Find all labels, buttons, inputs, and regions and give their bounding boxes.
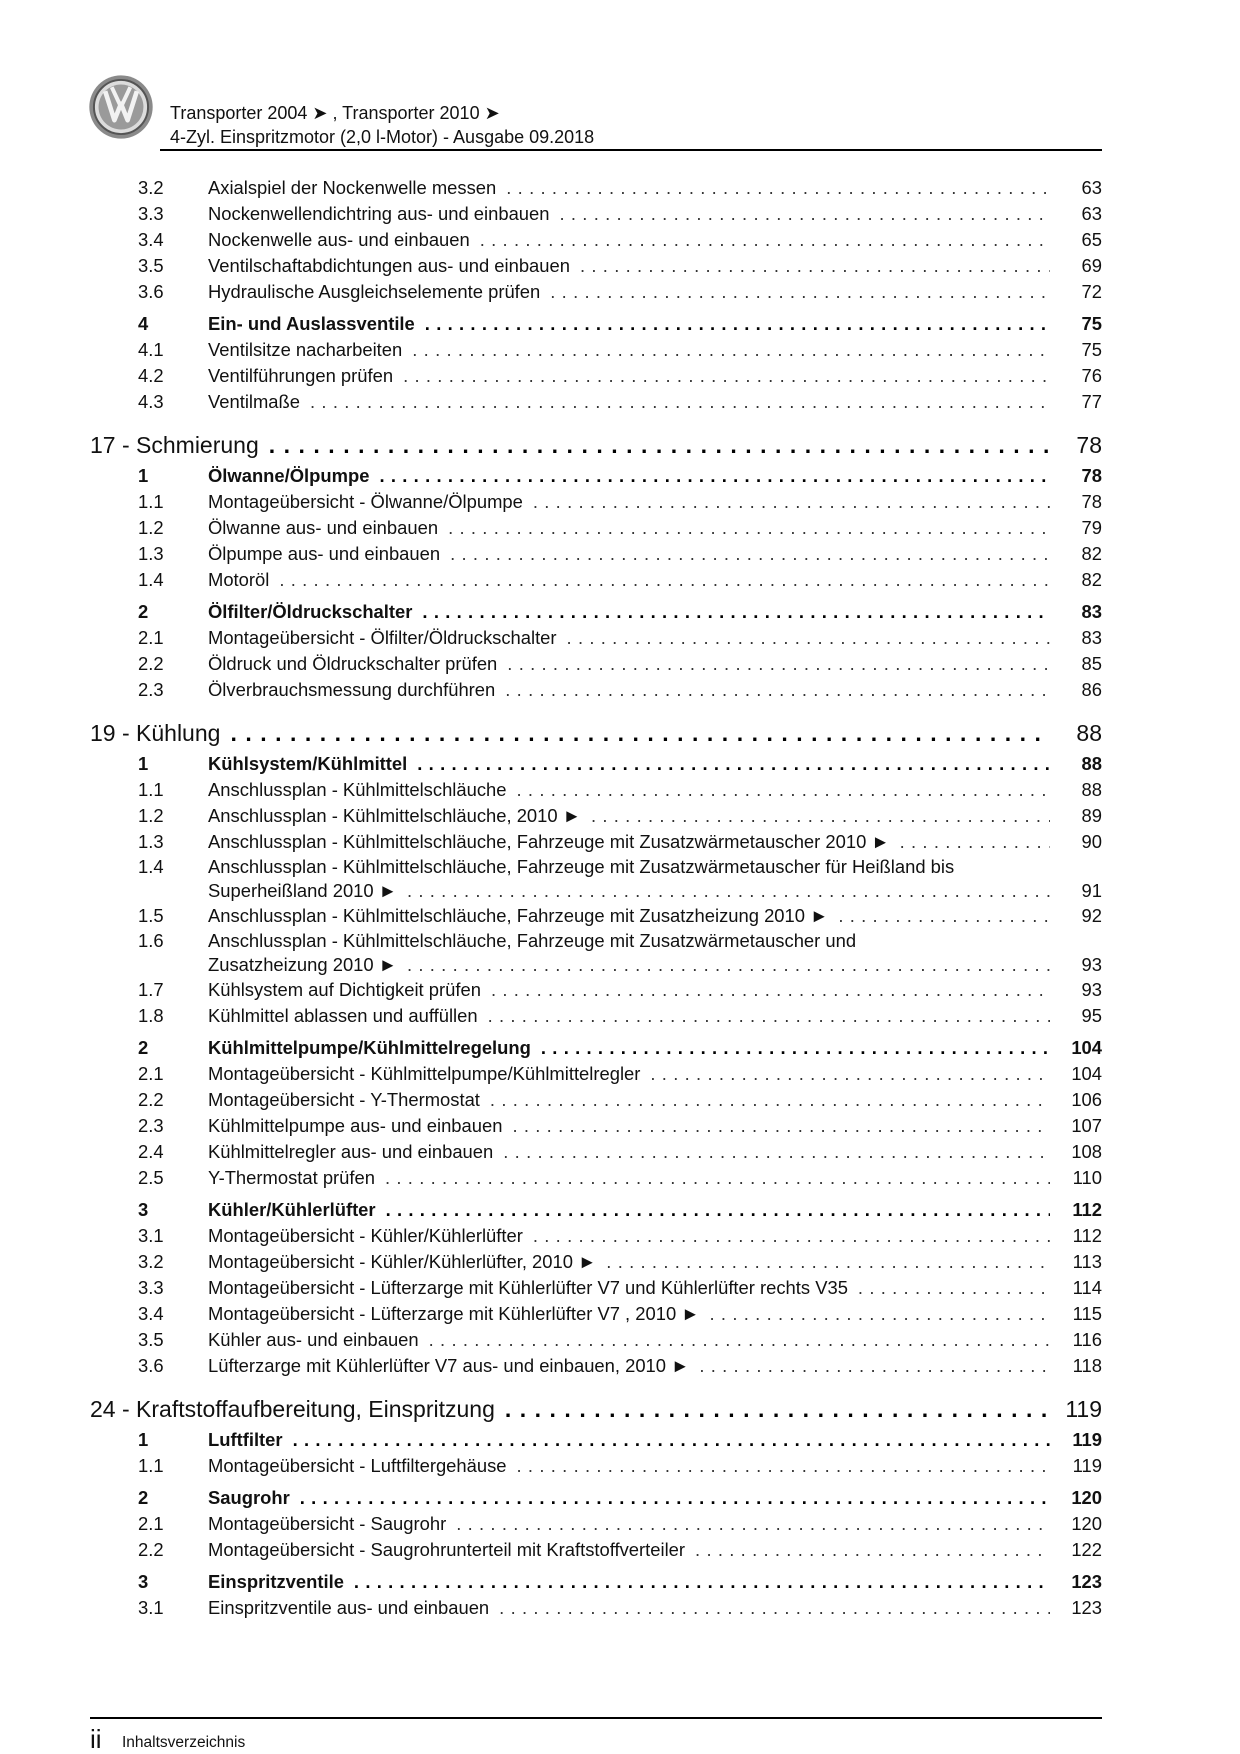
toc-chapter[interactable] xyxy=(90,715,1102,751)
toc-number: 1.1 xyxy=(138,1455,164,1476)
leader-dots xyxy=(517,777,1051,803)
toc-entry[interactable] xyxy=(90,777,1102,803)
toc-entry[interactable] xyxy=(90,175,1102,201)
vw-logo-icon xyxy=(88,74,154,140)
leader-dots xyxy=(507,651,1050,677)
toc-page: 104 xyxy=(1050,1035,1102,1061)
toc-page: 119 xyxy=(1050,1453,1102,1479)
leader-dots xyxy=(699,1353,1050,1379)
leader-dots xyxy=(580,253,1050,279)
toc-page: 114 xyxy=(1050,1275,1102,1301)
toc-number: 3.3 xyxy=(138,1277,164,1298)
leader-dots xyxy=(403,363,1050,389)
leader-dots xyxy=(422,599,1050,625)
toc-number: 1.7 xyxy=(138,979,164,1000)
footer-section-title: Inhaltsverzeichnis xyxy=(122,1734,246,1751)
toc-title: Anschlussplan - Kühlmittelschläuche, Fahrzeuge mit Zusatzwärmetauscher für Heißland bis xyxy=(208,855,964,879)
leader-dots xyxy=(503,1139,1050,1165)
toc-entry[interactable] xyxy=(90,1301,1102,1327)
toc-number: 2.5 xyxy=(138,1167,164,1188)
leader-dots xyxy=(407,953,1050,977)
toc-entry[interactable] xyxy=(90,1595,1102,1621)
toc-title: Montageübersicht - Kühler/Kühlerlüfter xyxy=(208,1223,533,1249)
leader-dots xyxy=(269,427,1050,463)
toc-page: 83 xyxy=(1050,625,1102,651)
leader-dots xyxy=(695,1537,1050,1563)
toc-number: 1.8 xyxy=(138,1005,164,1026)
toc-page: 90 xyxy=(1050,829,1102,855)
leader-dots xyxy=(354,1569,1050,1595)
toc-chapter[interactable] xyxy=(90,427,1102,463)
toc-number: 1.1 xyxy=(138,491,164,512)
toc-entry[interactable] xyxy=(90,929,1102,977)
toc-number: 3 xyxy=(138,1571,149,1592)
toc-title-continued: Superheißland 2010 ► xyxy=(208,879,407,903)
toc-entry[interactable] xyxy=(90,1249,1102,1275)
toc-title: Montageübersicht - Saugrohrunterteil mit Kraftstoffverteiler xyxy=(208,1537,695,1563)
toc-page: 112 xyxy=(1050,1223,1102,1249)
toc-number: 2.1 xyxy=(138,1063,164,1084)
toc-title: Ein- und Auslassventile xyxy=(208,311,425,337)
leader-dots xyxy=(488,1003,1050,1029)
toc-number: 3.5 xyxy=(138,255,164,276)
toc-title: Lüfterzarge mit Kühlerlüfter V7 aus- und einbauen, 2010 ► xyxy=(208,1353,699,1379)
toc-entry[interactable] xyxy=(90,541,1102,567)
toc-title: Anschlussplan - Kühlmittelschläuche, Fahrzeuge mit Zusatzwärmetauscher und xyxy=(208,929,866,953)
toc-page: 104 xyxy=(1050,1061,1102,1087)
toc-page: 85 xyxy=(1050,651,1102,677)
toc-entry[interactable] xyxy=(90,389,1102,415)
toc-page: 107 xyxy=(1050,1113,1102,1139)
leader-dots xyxy=(606,1249,1050,1275)
toc-number: 3.6 xyxy=(138,1355,164,1376)
toc-title: Montageübersicht - Lüfterzarge mit Kühlerlüfter V7 , 2010 ► xyxy=(208,1301,710,1327)
toc-entry[interactable] xyxy=(90,903,1102,929)
leader-dots xyxy=(517,1453,1050,1479)
toc-title: Ventilführungen prüfen xyxy=(208,363,403,389)
toc-number: 3.1 xyxy=(138,1597,164,1618)
toc-page: 122 xyxy=(1050,1537,1102,1563)
toc-section[interactable] xyxy=(90,1485,1102,1511)
toc-page: 106 xyxy=(1050,1087,1102,1113)
toc-number: 3.5 xyxy=(138,1329,164,1350)
toc-title: Ölverbrauchsmessung durchführen xyxy=(208,677,505,703)
leader-dots xyxy=(591,803,1050,829)
leader-dots xyxy=(533,1223,1050,1249)
leader-dots xyxy=(650,1061,1050,1087)
toc-title: Einspritzventile xyxy=(208,1569,354,1595)
toc-page: 77 xyxy=(1050,389,1102,415)
toc-number: 1 xyxy=(138,753,149,774)
toc-number: 3.4 xyxy=(138,229,164,250)
toc-entry[interactable] xyxy=(90,515,1102,541)
toc-number: 1.5 xyxy=(138,905,164,926)
leader-dots xyxy=(425,311,1050,337)
toc-entry[interactable] xyxy=(90,803,1102,829)
toc-page: 91 xyxy=(1050,879,1102,903)
toc-title: Anschlussplan - Kühlmittelschläuche, Fahrzeuge mit Zusatzheizung 2010 ► xyxy=(208,903,838,929)
toc-number: 1.3 xyxy=(138,543,164,564)
toc-entry[interactable] xyxy=(90,977,1102,1003)
leader-dots xyxy=(456,1511,1050,1537)
toc-number: 2.4 xyxy=(138,1141,164,1162)
toc-title: Ölwanne aus- und einbauen xyxy=(208,515,448,541)
chapter-title: 19 - Kühlung xyxy=(90,715,230,751)
toc-title: Kühlmittelpumpe/Kühlmittelregelung xyxy=(208,1035,541,1061)
toc-page: 79 xyxy=(1050,515,1102,541)
leader-dots xyxy=(480,227,1050,253)
leader-dots xyxy=(385,1165,1050,1191)
toc-entry[interactable] xyxy=(90,1087,1102,1113)
toc-page: 72 xyxy=(1050,279,1102,305)
toc-title: Kühlmittelregler aus- und einbauen xyxy=(208,1139,503,1165)
toc-title: Montageübersicht - Lüfterzarge mit Kühlerlüfter V7 und Kühlerlüfter rechts V35 xyxy=(208,1275,858,1301)
toc-page: 95 xyxy=(1050,1003,1102,1029)
chapter-title: 17 - Schmierung xyxy=(90,427,269,463)
toc-page: 75 xyxy=(1050,337,1102,363)
toc-title: Nockenwelle aus- und einbauen xyxy=(208,227,480,253)
toc-page: 123 xyxy=(1050,1595,1102,1621)
toc-entry[interactable] xyxy=(90,651,1102,677)
leader-dots xyxy=(858,1275,1050,1301)
toc-number: 3 xyxy=(138,1199,149,1220)
toc-entry[interactable] xyxy=(90,279,1102,305)
toc-number: 3.3 xyxy=(138,203,164,224)
toc-entry[interactable] xyxy=(90,1165,1102,1191)
toc-entry[interactable] xyxy=(90,855,1102,903)
toc-section[interactable] xyxy=(90,751,1102,777)
toc-number: 2 xyxy=(138,1487,149,1508)
table-of-contents xyxy=(90,175,1102,1621)
header-rule xyxy=(160,149,1102,151)
toc-title: Motoröl xyxy=(208,567,279,593)
toc-entry[interactable] xyxy=(90,1275,1102,1301)
toc-number: 3.2 xyxy=(138,177,164,198)
toc-page: 110 xyxy=(1050,1165,1102,1191)
toc-page: 88 xyxy=(1050,715,1102,751)
toc-entry[interactable] xyxy=(90,253,1102,279)
leader-dots xyxy=(310,389,1050,415)
toc-title: Ventilsitze nacharbeiten xyxy=(208,337,412,363)
toc-page: 119 xyxy=(1050,1427,1102,1453)
leader-dots xyxy=(293,1427,1050,1453)
toc-page: 115 xyxy=(1050,1301,1102,1327)
toc-page: 89 xyxy=(1050,803,1102,829)
leader-dots xyxy=(490,1087,1050,1113)
toc-page: 108 xyxy=(1050,1139,1102,1165)
toc-entry[interactable] xyxy=(90,1113,1102,1139)
toc-page: 82 xyxy=(1050,541,1102,567)
toc-page: 88 xyxy=(1050,751,1102,777)
header-subtitle: 4-Zyl. Einspritzmotor (2,0 l-Motor) - Ausgabe 09.2018 xyxy=(170,127,595,147)
toc-title: Montageübersicht - Y-Thermostat xyxy=(208,1087,490,1113)
toc-number: 4.2 xyxy=(138,365,164,386)
toc-number: 2.3 xyxy=(138,679,164,700)
leader-dots xyxy=(710,1301,1050,1327)
toc-title: Montageübersicht - Luftfiltergehäuse xyxy=(208,1453,517,1479)
toc-title: Anschlussplan - Kühlmittelschläuche, 2010 ► xyxy=(208,803,591,829)
toc-number: 4.3 xyxy=(138,391,164,412)
toc-section[interactable] xyxy=(90,599,1102,625)
toc-entry[interactable] xyxy=(90,227,1102,253)
toc-entry[interactable] xyxy=(90,1139,1102,1165)
footer-rule xyxy=(90,1717,1102,1719)
leader-dots xyxy=(407,879,1050,903)
toc-page: 83 xyxy=(1050,599,1102,625)
toc-title: Kühler/Kühlerlüfter xyxy=(208,1197,386,1223)
toc-number: 4 xyxy=(138,313,149,334)
toc-number: 1.1 xyxy=(138,779,164,800)
toc-number: 2.2 xyxy=(138,1089,164,1110)
toc-entry[interactable] xyxy=(90,677,1102,703)
leader-dots xyxy=(900,829,1050,855)
toc-title: Hydraulische Ausgleichselemente prüfen xyxy=(208,279,550,305)
leader-dots xyxy=(505,677,1050,703)
toc-page: 119 xyxy=(1050,1391,1102,1427)
toc-page: 78 xyxy=(1050,463,1102,489)
toc-section[interactable] xyxy=(90,463,1102,489)
toc-section[interactable] xyxy=(90,1197,1102,1223)
toc-title: Y-Thermostat prüfen xyxy=(208,1165,385,1191)
toc-number: 1.2 xyxy=(138,517,164,538)
toc-entry[interactable] xyxy=(90,1003,1102,1029)
leader-dots xyxy=(412,337,1050,363)
leader-dots xyxy=(559,201,1050,227)
toc-title: Montageübersicht - Saugrohr xyxy=(208,1511,456,1537)
toc-title: Ventilmaße xyxy=(208,389,310,415)
toc-page: 78 xyxy=(1050,427,1102,463)
toc-title: Einspritzventile aus- und einbauen xyxy=(208,1595,499,1621)
leader-dots xyxy=(448,515,1050,541)
toc-entry[interactable] xyxy=(90,201,1102,227)
toc-number: 1.2 xyxy=(138,805,164,826)
toc-entry[interactable] xyxy=(90,337,1102,363)
toc-number: 2.1 xyxy=(138,1513,164,1534)
toc-number: 2.3 xyxy=(138,1115,164,1136)
toc-number: 4.1 xyxy=(138,339,164,360)
toc-page: 92 xyxy=(1050,903,1102,929)
toc-section[interactable] xyxy=(90,1569,1102,1595)
toc-page: 118 xyxy=(1050,1353,1102,1379)
toc-number: 1 xyxy=(138,1429,149,1450)
leader-dots xyxy=(550,279,1050,305)
toc-page: 120 xyxy=(1050,1485,1102,1511)
toc-title: Kühlsystem auf Dichtigkeit prüfen xyxy=(208,977,491,1003)
toc-title: Axialspiel der Nockenwelle messen xyxy=(208,175,506,201)
toc-page: 113 xyxy=(1050,1249,1102,1275)
leader-dots xyxy=(499,1595,1050,1621)
toc-page: 69 xyxy=(1050,253,1102,279)
toc-title: Kühlsystem/Kühlmittel xyxy=(208,751,417,777)
toc-page: 93 xyxy=(1050,953,1102,977)
toc-title: Ölpumpe aus- und einbauen xyxy=(208,541,450,567)
toc-entry[interactable] xyxy=(90,363,1102,389)
leader-dots xyxy=(838,903,1050,929)
toc-entry[interactable] xyxy=(90,1537,1102,1563)
toc-number: 1.4 xyxy=(138,569,164,590)
toc-page: 86 xyxy=(1050,677,1102,703)
toc-chapter[interactable] xyxy=(90,1391,1102,1427)
toc-entry[interactable] xyxy=(90,1061,1102,1087)
toc-page: 93 xyxy=(1050,977,1102,1003)
toc-entry[interactable] xyxy=(90,1223,1102,1249)
toc-number: 1 xyxy=(138,465,149,486)
leader-dots xyxy=(379,463,1050,489)
leader-dots xyxy=(541,1035,1050,1061)
toc-page: 123 xyxy=(1050,1569,1102,1595)
toc-entry[interactable] xyxy=(90,1327,1102,1353)
toc-section[interactable] xyxy=(90,1035,1102,1061)
toc-title: Montageübersicht - Kühler/Kühlerlüfter, 2010 ► xyxy=(208,1249,606,1275)
toc-page: 82 xyxy=(1050,567,1102,593)
toc-entry[interactable] xyxy=(90,829,1102,855)
toc-page: 63 xyxy=(1050,175,1102,201)
toc-number: 2.1 xyxy=(138,627,164,648)
toc-page: 116 xyxy=(1050,1327,1102,1353)
toc-entry[interactable] xyxy=(90,489,1102,515)
footer-page-number: ii xyxy=(90,1724,102,1754)
leader-dots xyxy=(491,977,1050,1003)
toc-title: Ölfilter/Öldruckschalter xyxy=(208,599,422,625)
toc-title: Nockenwellendichtring aus- und einbauen xyxy=(208,201,559,227)
toc-title: Kühlmittel ablassen und auffüllen xyxy=(208,1003,488,1029)
leader-dots xyxy=(429,1327,1050,1353)
leader-dots xyxy=(300,1485,1050,1511)
toc-page: 120 xyxy=(1050,1511,1102,1537)
toc-page: 75 xyxy=(1050,311,1102,337)
toc-number: 2.2 xyxy=(138,653,164,674)
toc-title: Anschlussplan - Kühlmittelschläuche, Fahrzeuge mit Zusatzwärmetauscher 2010 ► xyxy=(208,829,900,855)
toc-number: 1.4 xyxy=(138,856,164,877)
leader-dots xyxy=(386,1197,1050,1223)
toc-title: Saugrohr xyxy=(208,1485,300,1511)
leader-dots xyxy=(450,541,1050,567)
header-title: Transporter 2004 ➤ , Transporter 2010 ➤ xyxy=(170,103,500,123)
toc-title: Kühlmittelpumpe aus- und einbauen xyxy=(208,1113,512,1139)
toc-title: Kühler aus- und einbauen xyxy=(208,1327,429,1353)
toc-page: 88 xyxy=(1050,777,1102,803)
toc-title: Montageübersicht - Ölfilter/Öldruckschalter xyxy=(208,625,567,651)
toc-page: 76 xyxy=(1050,363,1102,389)
toc-title-continued: Zusatzheizung 2010 ► xyxy=(208,953,407,977)
leader-dots xyxy=(506,175,1050,201)
toc-page: 65 xyxy=(1050,227,1102,253)
toc-number: 1.6 xyxy=(138,930,164,951)
toc-title: Öldruck und Öldruckschalter prüfen xyxy=(208,651,507,677)
toc-entry[interactable] xyxy=(90,567,1102,593)
toc-number: 3.6 xyxy=(138,281,164,302)
toc-entry[interactable] xyxy=(90,1453,1102,1479)
toc-page: 78 xyxy=(1050,489,1102,515)
toc-number: 1.3 xyxy=(138,831,164,852)
toc-title: Ventilschaftabdichtungen aus- und einbauen xyxy=(208,253,580,279)
leader-dots xyxy=(417,751,1050,777)
toc-title: Montageübersicht - Ölwanne/Ölpumpe xyxy=(208,489,533,515)
toc-title: Anschlussplan - Kühlmittelschläuche xyxy=(208,777,517,803)
toc-entry[interactable] xyxy=(90,1511,1102,1537)
toc-title: Ölwanne/Ölpumpe xyxy=(208,463,379,489)
toc-number: 2.2 xyxy=(138,1539,164,1560)
toc-number: 3.1 xyxy=(138,1225,164,1246)
toc-page: 112 xyxy=(1050,1197,1102,1223)
toc-section[interactable] xyxy=(90,1427,1102,1453)
toc-number: 3.2 xyxy=(138,1251,164,1272)
leader-dots xyxy=(230,715,1050,751)
toc-entry[interactable] xyxy=(90,625,1102,651)
toc-number: 3.4 xyxy=(138,1303,164,1324)
toc-title: Montageübersicht - Kühlmittelpumpe/Kühlmittelregler xyxy=(208,1061,650,1087)
toc-number: 2 xyxy=(138,601,149,622)
toc-page: 63 xyxy=(1050,201,1102,227)
leader-dots xyxy=(505,1391,1050,1427)
leader-dots xyxy=(533,489,1050,515)
toc-title: Luftfilter xyxy=(208,1427,293,1453)
toc-number: 2 xyxy=(138,1037,149,1058)
leader-dots xyxy=(512,1113,1050,1139)
leader-dots xyxy=(279,567,1050,593)
toc-entry[interactable] xyxy=(90,1353,1102,1379)
toc-section[interactable] xyxy=(90,311,1102,337)
leader-dots xyxy=(567,625,1050,651)
chapter-title: 24 - Kraftstoffaufbereitung, Einspritzung xyxy=(90,1391,505,1427)
